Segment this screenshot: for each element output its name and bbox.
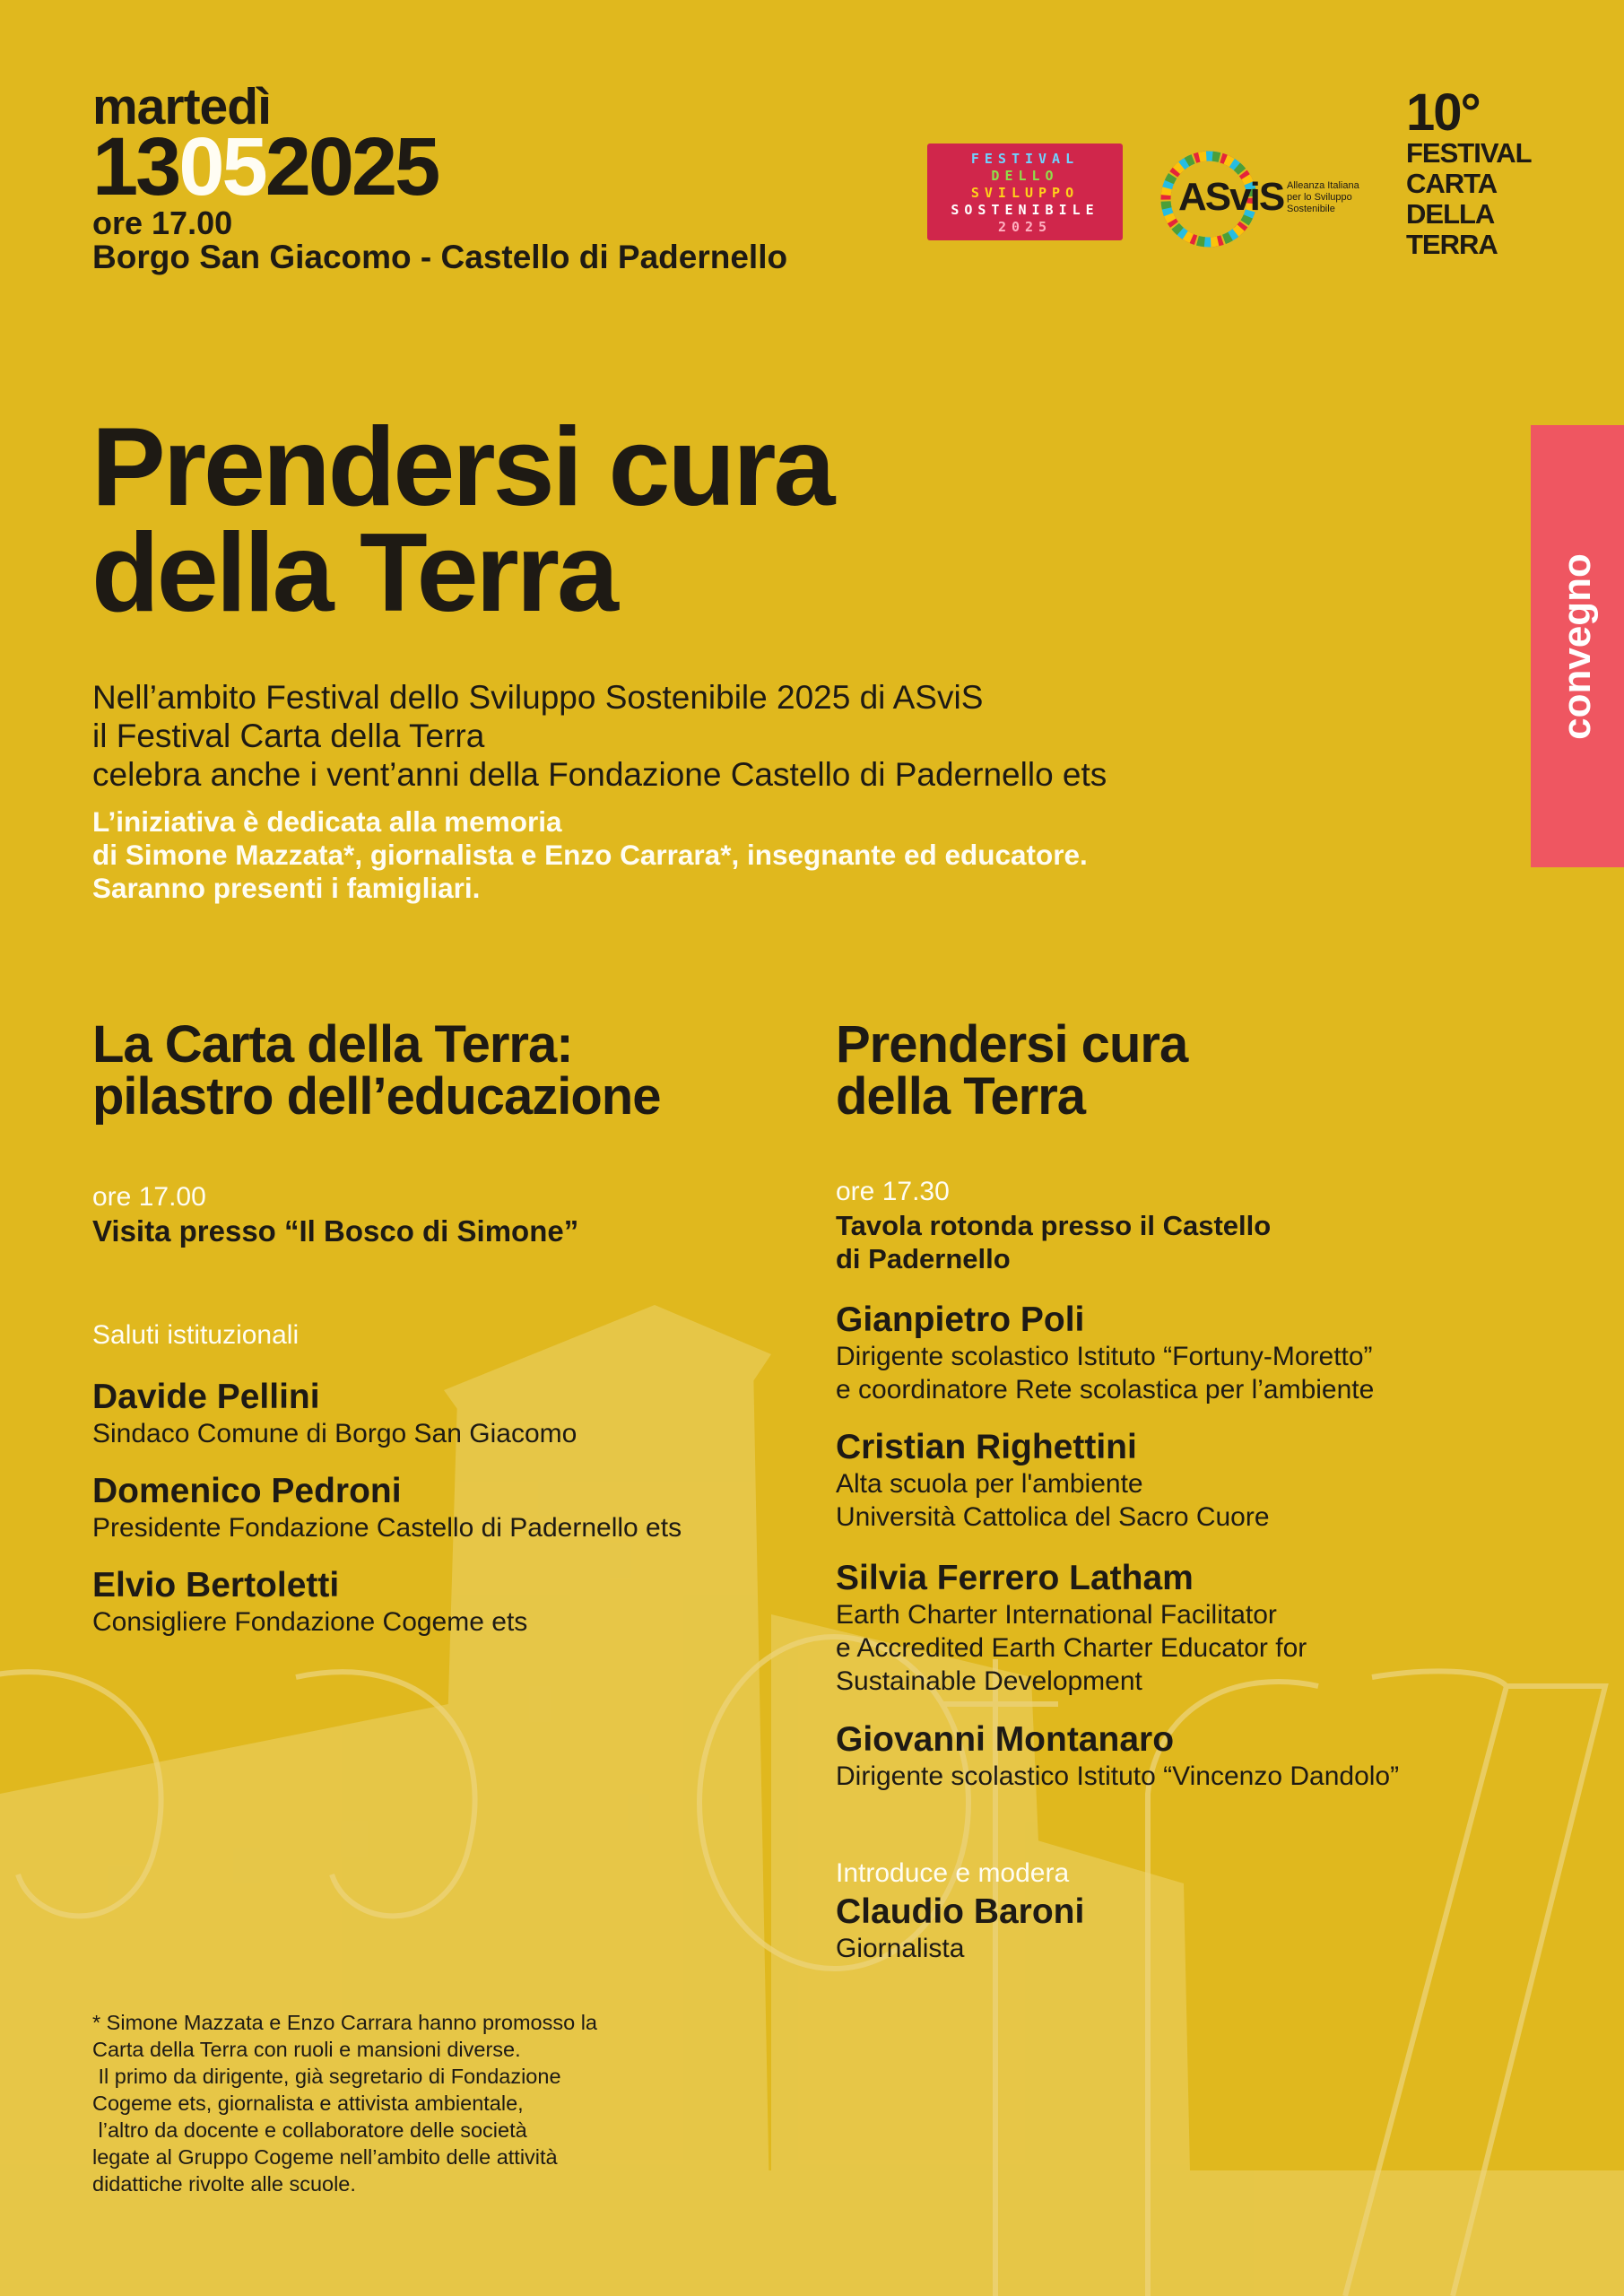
asvis-name: ASviS (1178, 175, 1284, 219)
speaker-name: Cristian Righettini (836, 1428, 1137, 1466)
moderator-label: Introduce e modera (836, 1858, 1070, 1888)
speaker-name: Davide Pellini (92, 1378, 320, 1416)
speaker-role: Dirigente scolastico Istituto “Vincenzo Dandolo” (836, 1761, 1400, 1791)
intro-line: Nell’ambito Festival dello Sviluppo Sostenibile 2025 di ASviS (92, 679, 984, 716)
dedication-line: L’iniziativa è dedicata alla memoria (92, 805, 562, 838)
moderator-role: Giornalista (836, 1934, 965, 1963)
convegno-side-tab (1531, 425, 1624, 867)
date-month: 05 (178, 121, 265, 213)
speaker-role: Consigliere Fondazione Cogeme ets (92, 1607, 528, 1637)
asvis-tagline-line: Alleanza Italiana (1287, 180, 1359, 191)
fct-logo-line: FESTIVAL (1406, 137, 1532, 169)
right-visit-line: di Padernello (836, 1243, 1011, 1274)
right-visit-line: Tavola rotonda presso il Castello (836, 1210, 1272, 1241)
speaker-name: Elvio Bertoletti (92, 1566, 340, 1605)
event-weekday: martedì (92, 78, 271, 135)
fct-logo-line: DELLA (1406, 198, 1495, 230)
date-year: 2025 (265, 121, 439, 213)
event-place: Borgo San Giacomo - Castello di Padernello (92, 239, 788, 275)
speaker (836, 1720, 1399, 1793)
intro-text (92, 678, 1107, 794)
speaker (92, 1472, 682, 1544)
speaker-role: Sindaco Comune di Borgo San Giacomo (92, 1419, 578, 1448)
greetings-label: Saluti istituzionali (92, 1320, 300, 1350)
intro-line: il Festival Carta della Terra (92, 718, 485, 754)
fss-logo-line: SOSTENIBILE (951, 202, 1099, 218)
speaker-role: e coordinatore Rete scolastica per l’ambiente (836, 1375, 1375, 1405)
footnote-line: Il primo da dirigente, già segretario di Fondazione (92, 2065, 561, 2088)
fss-logo-line: SVILUPPO (970, 185, 1080, 201)
dedication-text (92, 805, 1088, 905)
speaker-name: Gianpietro Poli (836, 1300, 1085, 1339)
speaker (92, 1566, 527, 1639)
speaker-role: Presidente Fondazione Castello di Padernello ets (92, 1513, 682, 1543)
speaker-role: Università Cattolica del Sacro Cuore (836, 1502, 1270, 1532)
asvis-tagline-line: per lo Sviluppo (1287, 192, 1352, 203)
speaker (92, 1378, 577, 1450)
date-day: 13 (92, 121, 179, 213)
speaker (836, 1300, 1374, 1406)
speaker-name: Giovanni Montanaro (836, 1720, 1175, 1759)
right-section-title (836, 1015, 1188, 1126)
main-title-line: della Terra (91, 511, 617, 635)
left-time: ore 17.00 (92, 1182, 206, 1212)
speaker-name: Silvia Ferrero Latham (836, 1559, 1194, 1597)
asvis-logo (1157, 148, 1372, 251)
speaker-role: Dirigente scolastico Istituto “Fortuny-Moretto” (836, 1342, 1373, 1371)
speaker-role: e Accredited Earth Charter Educator for (836, 1633, 1307, 1663)
right-visit (836, 1209, 1271, 1275)
main-title (91, 405, 833, 635)
left-visit: Visita presso “Il Bosco di Simone” (92, 1214, 579, 1248)
fct-logo-line: TERRA (1406, 229, 1498, 260)
moderator-name: Claudio Baroni (836, 1892, 1085, 1931)
fct-edition: 10° (1406, 83, 1480, 142)
speaker (836, 1428, 1270, 1534)
right-title-line: della Terra (836, 1067, 1086, 1126)
dedication-line: Saranno presenti i famigliari. (92, 872, 481, 904)
asvis-tagline-line: Sostenibile (1287, 204, 1335, 214)
left-title-line: La Carta della Terra: (92, 1015, 573, 1074)
left-section-title (92, 1015, 661, 1126)
festival-sviluppo-sostenibile-logo (927, 144, 1123, 240)
event-time: ore 17.00 (92, 204, 233, 241)
speaker-role: Earth Charter International Facilitator (836, 1600, 1277, 1630)
moderator (836, 1892, 1084, 1965)
dedication-line: di Simone Mazzata*, giornalista e Enzo Carrara*, insegnante ed educatore. (92, 839, 1088, 871)
fss-logo-line: DELLO (991, 168, 1059, 184)
convegno-label: convegno (1555, 552, 1599, 740)
footnote-line: Cogeme ets, giornalista e attivista ambientale, (92, 2092, 524, 2115)
footnote-line: didattiche rivolte alle scuole. (92, 2172, 356, 2196)
right-title-line: Prendersi cura (836, 1015, 1188, 1074)
footnote (92, 2009, 597, 2197)
right-time: ore 17.30 (836, 1177, 950, 1206)
footnote-line: legate al Gruppo Cogeme nell’ambito delle attività (92, 2145, 558, 2169)
intro-line: celebra anche i vent’anni della Fondazione Castello di Padernello ets (92, 756, 1107, 793)
fss-logo-line: 2025 (997, 219, 1053, 235)
speaker-role: Alta scuola per l'ambiente (836, 1469, 1143, 1499)
footnote-line: Carta della Terra con ruoli e mansioni diverse. (92, 2038, 521, 2061)
fct-logo-line: CARTA (1406, 168, 1498, 199)
fss-logo-line: FESTIVAL (970, 151, 1080, 167)
main-title-line: Prendersi cura (91, 405, 833, 529)
event-date (92, 121, 439, 213)
speaker (836, 1559, 1307, 1698)
footnote-line: * Simone Mazzata e Enzo Carrara hanno promosso la (92, 2011, 597, 2034)
speaker-role: Sustainable Development (836, 1666, 1142, 1696)
footnote-line: l’altro da docente e collaboratore delle società (92, 2118, 527, 2142)
speaker-name: Domenico Pedroni (92, 1472, 402, 1510)
festival-carta-della-terra-logo (1406, 83, 1532, 269)
left-title-line: pilastro dell’educazione (92, 1067, 661, 1126)
